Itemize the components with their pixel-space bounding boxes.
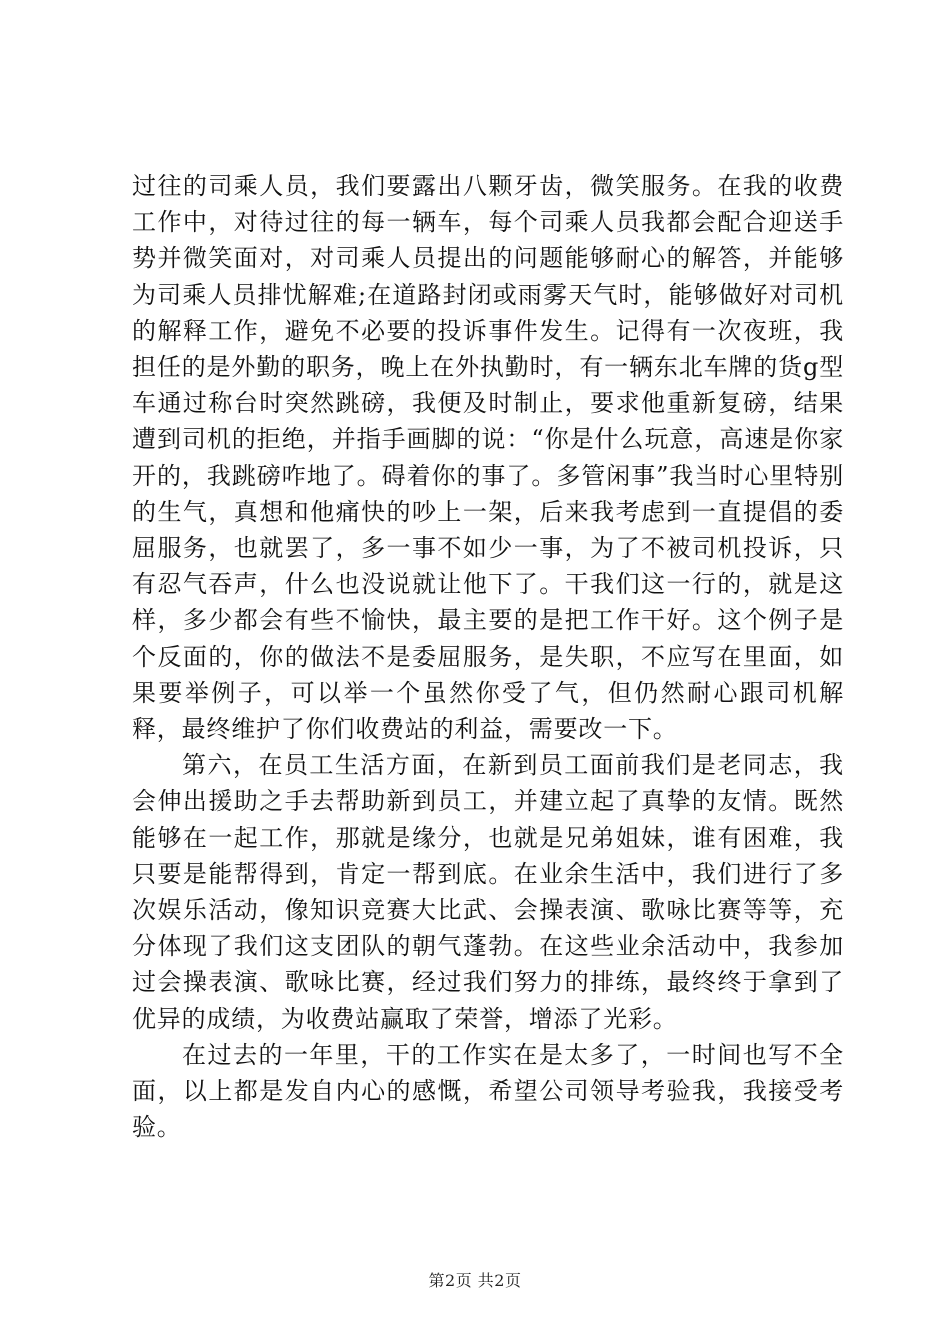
paragraph-1: 过往的司乘人员，我们要露出八颗牙齿，微笑服务。在我的收费工作中，对待过往的每一辆车，每个司乘人员我都会配合迎送手势并微笑面对，对司乘人员提出的问题能够耐心的解答，并能够为司乘人员排忧解难;在道路封闭或雨雾天气时，能够做好对司机的解释工作，避免不必要的投诉事件发生。记得有一次夜班，我担任的是外勤的职务，晚上在外执勤时，有一辆东北车牌的货g型车通过称台时突然跳磅，我便及时制止，要求他重新复磅，结果遭到司机的拒绝，并指手画脚的说：“你是什么玩意，高速是你家开的，我跳磅咋地了。碍着你的事了。多管闲事”我当时心里特别的生气，真想和他痛快的吵上一架，后来我考虑到一直提倡的委屈服务，也就罢了，多一事不如少一事，为了不被司机投诉，只有忍气吞声，什么也没说就让他下了。干我们这一行的，就是这样，多少都会有些不愉快，最主要的是把工作干好。这个例子是个反面的，你的做法不是委屈服务，是失职，不应写在里面，如果要举例子，可以举一个虽然你受了气，但仍然耐心跟司机解释，最终维护了你们收费站的利益，需要改一下。 [132,172,844,744]
paragraph-3: 在过去的一年里，干的工作实在是太多了，一时间也写不全面，以上都是发自内心的感慨，希望公司领导考验我，我接受考验。 [132,1040,844,1142]
page-number-footer: 第2页 共2页 [428,1271,522,1290]
paragraph-2: 第六，在员工生活方面，在新到员工面前我们是老同志，我会伸出援助之手去帮助新到员工，并建立起了真挚的友情。既然能够在一起工作，那就是缘分，也就是兄弟姐妹，谁有困难，我只要是能帮得到，肯定一帮到底。在业余生活中，我们进行了多次娱乐活动，像知识竞赛大比武、会操表演、歌咏比赛等等，充分体现了我们这支团队的朝气蓬勃。在这些业余活动中，我参加过会操表演、歌咏比赛，经过我们努力的排练，最终终于拿到了优异的成绩，为收费站赢取了荣誉，增添了光彩。 [132,751,844,1033]
document-body [132,168,844,1145]
